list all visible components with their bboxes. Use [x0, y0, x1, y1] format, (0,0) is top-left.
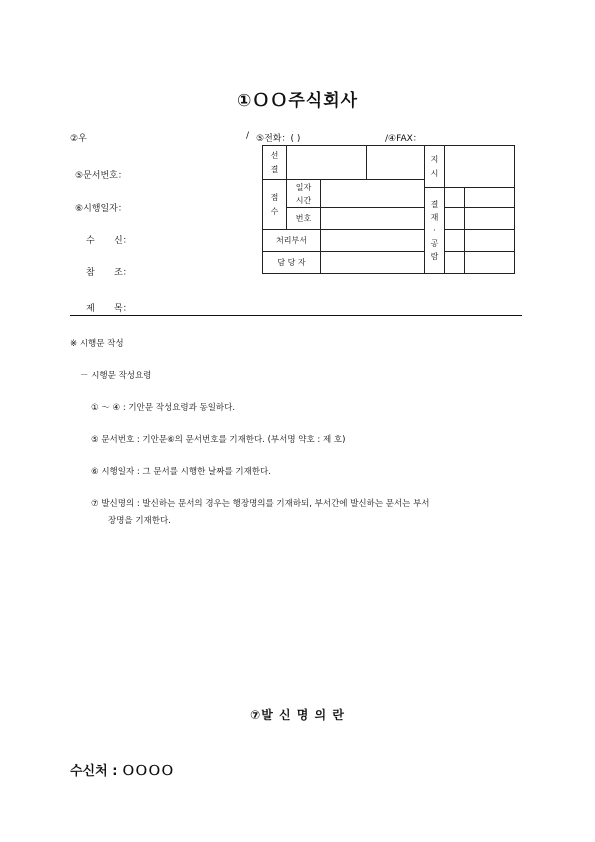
gyeoljae-box-1: [445, 188, 465, 208]
note-item-4: ⑦ 발신명의 : 발신하는 문서의 경우는 행장명의를 기재하되, 부서간에 발신하는 문서는 부서: [91, 499, 430, 509]
seongyeol-label: 선결: [270, 150, 279, 174]
date-time-value: [321, 180, 425, 208]
gyeoljae-box-8: [465, 252, 515, 274]
gyeoljae-label: 결재·공람: [430, 200, 439, 261]
number-value: [321, 208, 425, 230]
note-item-2: ⑤ 문서번호 : 기안문⑥의 문서번호를 기재한다. (부서명 약호 : 제 호): [91, 435, 346, 445]
approval-table: [262, 145, 515, 274]
subject-label-b: 목：: [114, 304, 132, 314]
divider-line: [70, 315, 522, 316]
jisi-label: 지시: [430, 154, 439, 178]
handling-dept-label: 처리부서: [276, 235, 307, 245]
recipient-label-a: 수: [86, 236, 95, 246]
number-cell: [287, 208, 321, 230]
seongyeol-cell: [263, 146, 287, 180]
doc-number-label: ⑤문서번호：: [75, 171, 127, 181]
person-in-charge-cell: [263, 252, 321, 274]
person-in-charge-value: [321, 252, 425, 274]
gyeoljae-box-3: [445, 208, 465, 230]
gyeoljae-box-7: [445, 252, 465, 274]
fax-label: /④FAX：: [385, 134, 422, 144]
jeopsu-cell: [263, 180, 287, 230]
phone-label: ⑤전화：( ): [256, 134, 301, 144]
note-item-1: ① ～ ④ : 기안문 작성요령과 동일하다.: [91, 403, 236, 413]
recipient-label-b: 신：: [114, 236, 132, 246]
reference-label-b: 조：: [114, 268, 132, 278]
gyeoljae-box-5: [445, 230, 465, 252]
reference-label-a: 참: [86, 268, 95, 278]
issue-date-label: ⑥시행일자：: [75, 204, 127, 214]
header-slash: /: [246, 131, 250, 141]
gyeoljae-box-6: [465, 230, 515, 252]
date-time-label: 일자 시간: [295, 182, 312, 205]
jisi-cell: [425, 146, 445, 188]
notes-heading: ※ 시행문 작성: [70, 339, 124, 349]
notes-subheading: － 시행문 작성요령: [80, 371, 152, 381]
subject-label-a: 제: [86, 304, 95, 314]
sender-name-section-title: ⑦발 신 명 의 란: [250, 708, 345, 722]
person-in-charge-label: 담 당 자: [277, 257, 306, 267]
handling-dept-value: [321, 230, 425, 252]
jeopsu-label: 점수: [270, 192, 279, 216]
jisi-value: [445, 146, 515, 188]
gyeoljae-box-4: [465, 208, 515, 230]
number-label: 번호: [295, 213, 312, 223]
seongyeol-value-2: [367, 146, 425, 180]
note-item-4-continued: 장명을 기재한다.: [108, 516, 171, 526]
recipients-line: 수신처 : ＯＯＯＯ: [70, 764, 174, 779]
handling-dept-cell: [263, 230, 321, 252]
note-item-3: ⑥ 시행일자 : 그 문서를 시행한 날짜를 기재한다.: [91, 467, 271, 477]
date-time-cell: [287, 180, 321, 208]
seongyeol-value: [287, 146, 367, 180]
document-title: ①ＯＯ주식회사: [236, 91, 359, 111]
postal-code-label: ②우: [70, 134, 87, 144]
gyeoljae-box-2: [465, 188, 515, 208]
gyeoljae-cell: [425, 188, 445, 274]
